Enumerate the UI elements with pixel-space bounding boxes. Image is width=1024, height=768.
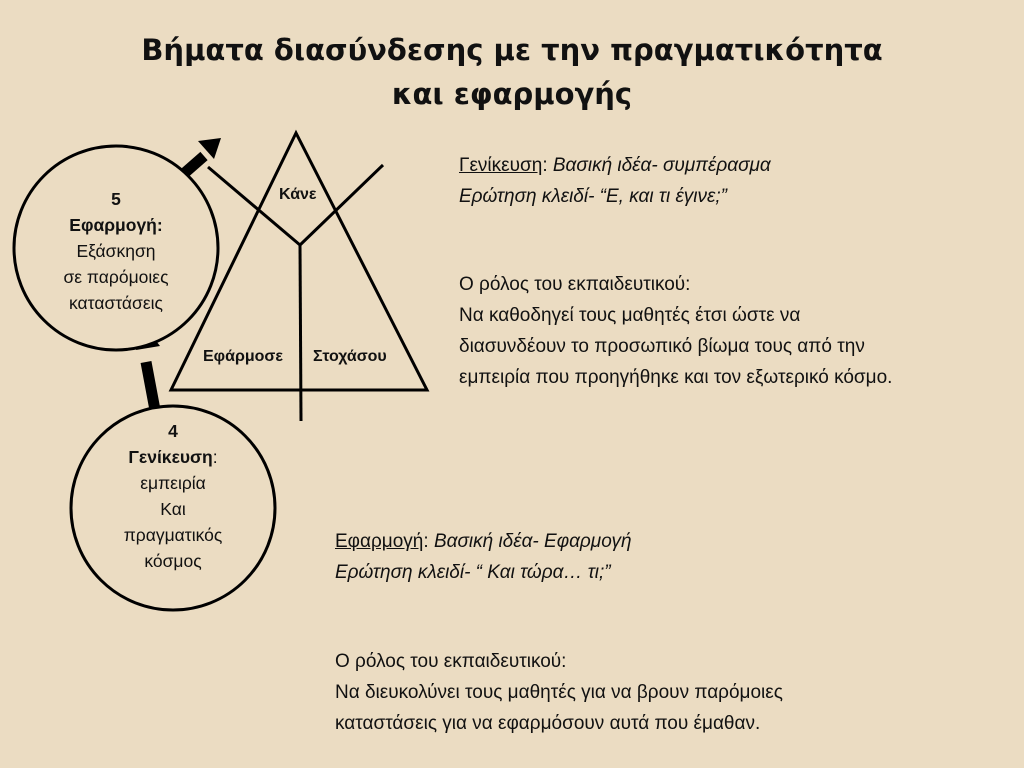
generalization-role-heading: Ο ρόλος του εκπαιδευτικού:: [459, 274, 691, 295]
triangle-label-do: Κάνε: [279, 186, 317, 203]
generalization-role-line-2: διασυνδέουν το προσωπικό βίωμα τους από την: [459, 336, 865, 357]
generalization-block: [459, 150, 771, 212]
step-5-colon: :: [156, 215, 163, 235]
generalization-idea: Βασική ιδέα- συμπέρασμα: [552, 155, 771, 176]
step-4-line-1: εμπειρία: [140, 473, 206, 493]
step-4-line-2: Και: [160, 499, 186, 519]
step-4-label: [83, 418, 263, 574]
triangle-label-apply: Εφάρμοσε: [203, 348, 283, 365]
step-4-line-3: πραγματικός: [123, 525, 223, 545]
generalization-term: Γενίκευση: [459, 155, 543, 176]
triangle-label-reflect: Στοχάσου: [313, 348, 387, 365]
step-4-number: 4: [168, 421, 178, 441]
step-5-line-2: σε παρόμοιες: [63, 267, 169, 287]
step-5-number: 5: [111, 189, 121, 209]
generalization-role-line-3: εμπειρία που προηγήθηκε και τον εξωτερικό κόσμο.: [459, 367, 893, 388]
application-role-heading: Ο ρόλος του εκπαιδευτικού:: [335, 651, 567, 672]
slide-title-line-1: Βήματα διασύνδεσης με την πραγματικότητα: [141, 33, 883, 67]
generalization-colon: :: [542, 155, 553, 176]
slide-title-line-2: και εφαρμογής: [391, 77, 633, 111]
step-5-heading-line: [26, 212, 206, 238]
application-idea: Βασική ιδέα- Εφαρμογή: [433, 531, 632, 552]
generalization-role-line-1: Να καθοδηγεί τους μαθητές έτσι ώστε να: [459, 305, 801, 326]
step-5-line-1: Εξάσκηση: [76, 241, 156, 261]
application-term: Εφαρμογή: [335, 531, 424, 552]
generalization-key-question: Ερώτηση κλειδί- “Ε, και τι έγινε;”: [459, 186, 727, 207]
step-4-heading: Γενίκευση: [128, 447, 213, 467]
application-block: [335, 526, 632, 588]
application-role-line-1: Να διευκολύνει τους μαθητές για να βρουν παρόμοιες: [335, 682, 783, 703]
step-4-line-4: κόσμος: [144, 551, 202, 571]
application-role-block: [335, 646, 783, 739]
application-role-line-2: καταστάσεις για να εφαρμόσουν αυτά που έμαθαν.: [335, 713, 761, 734]
application-idea-line: [335, 526, 632, 557]
application-colon: :: [423, 531, 434, 552]
generalization-idea-line: [459, 150, 771, 181]
generalization-role-block: [459, 269, 892, 393]
application-key-question: Ερώτηση κλειδί- “ Και τώρα… τι;”: [335, 562, 611, 583]
step-4-heading-line: [83, 444, 263, 470]
step-4-colon: :: [212, 447, 218, 467]
step-5-label: [26, 186, 206, 316]
step-5-heading: Εφαρμογή: [69, 215, 157, 235]
step-5-line-3: καταστάσεις: [69, 293, 163, 313]
